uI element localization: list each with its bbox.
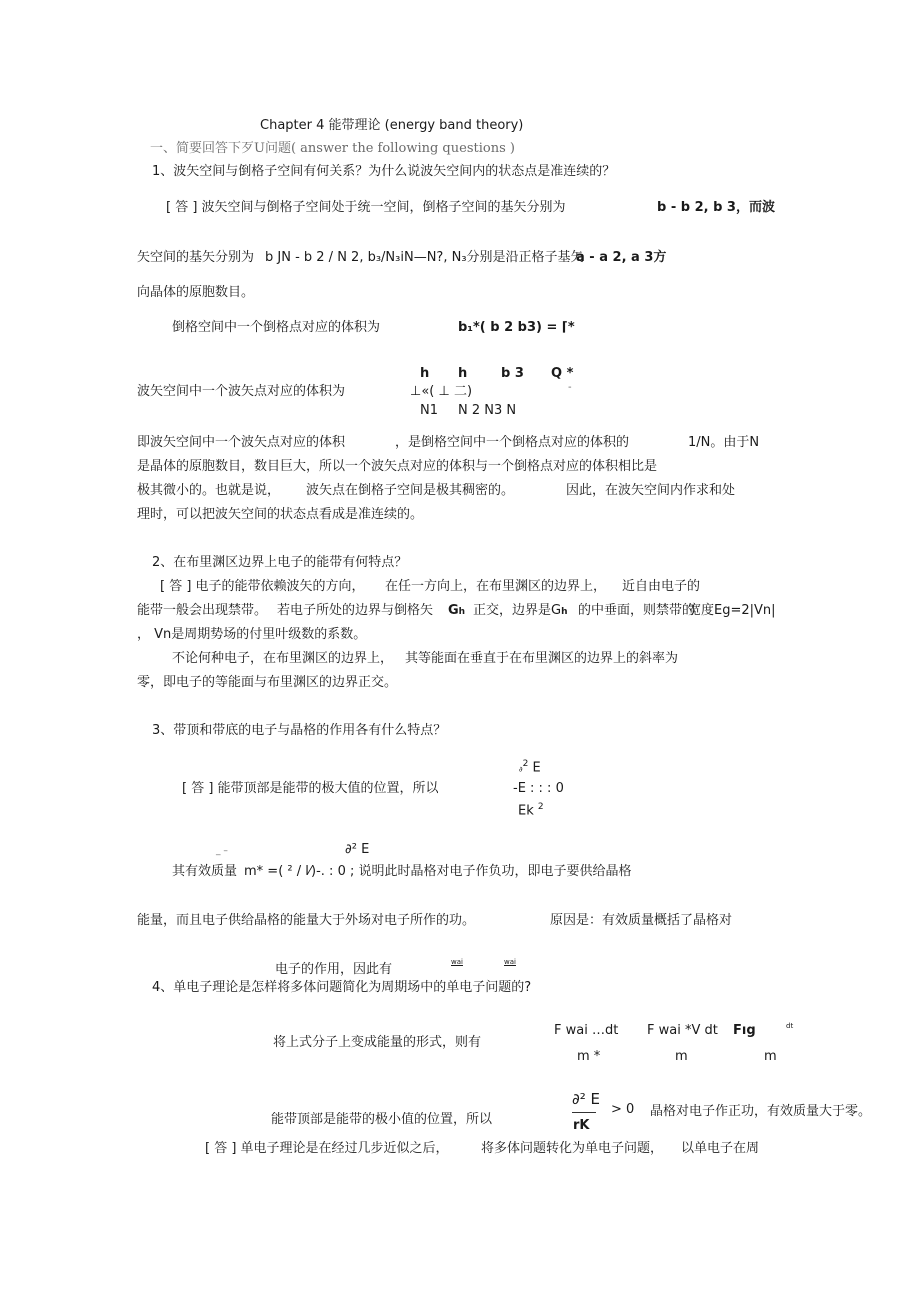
frac-den-n1: N1: [420, 403, 438, 418]
q1-formula-recip-basis: b - b 2, b 3，而波: [657, 200, 775, 215]
q3-answer-line2a: 其有效质量: [172, 864, 238, 879]
frac-num-h1: h: [420, 366, 430, 381]
q2-answer-line2e: 的中垂面，则禁带的: [578, 603, 696, 618]
q3-formula1-bot-sup: 2: [537, 802, 544, 812]
q4-formula-c-dt: dt: [786, 1022, 794, 1030]
q2-answer-line2b: 若电子所处的边界与倒格矢: [277, 603, 434, 618]
q2-answer-line4b: 其等能面在垂直于在布里渊区的边界上的斜率为: [405, 651, 679, 666]
q4-formula-b-bottom: m: [675, 1049, 688, 1064]
frac-den-n23: N 2 N3 N: [458, 403, 517, 418]
q3-formula1-bot-ek: Ek: [518, 803, 534, 819]
q2-answer-line4a: 不论何种电子，在布里渊区的边界上，: [172, 651, 394, 666]
q4-answer-a: [ 答 ] 单电子理论是在经过几步近似之后，: [205, 1141, 449, 1156]
q3-formula2-top-right: ∂² E: [345, 842, 370, 857]
q2-answer-text: 正交，边界是G: [473, 603, 562, 618]
frac-num-h2: h: [458, 366, 468, 381]
question-1: 1、波矢空间与倒格子空间有何关系？为什么说波矢空间内的状态点是准连续的？: [152, 164, 616, 179]
q1-para-line3c: 因此，在波矢空间内作求和处: [566, 483, 736, 498]
q4-formula-c-bottom: m: [764, 1049, 777, 1064]
q1-answer-line2: 矢空间的基矢分别为: [137, 250, 255, 265]
q3-answer-line3a: 能量，而且电子供给晶格的能量大于外场对电子所作的功。: [137, 913, 476, 928]
q3-partial-symbol: ∂: [519, 765, 523, 774]
q1-answer-line3: 向晶体的原胞数目。: [137, 285, 255, 300]
q3-formula1-top-sup: 2: [522, 759, 529, 769]
q1-para-line2: 是晶体的原胞数目，数目巨大，所以一个波矢点对应的体积与一个倒格点对应的体积相比是: [137, 459, 658, 474]
q1-formula-wave-basis: b JN - b 2 / N 2, b₃/N₃iN—N?, N₃分别是沿正格子基矢: [265, 250, 584, 265]
q1-para-line1a: 即波矢空间中一个波矢点对应的体积: [137, 435, 346, 450]
q4-answer-b: 将多体问题转化为单电子问题，: [481, 1141, 664, 1156]
q4-clipped-line: 能带顶部是能带的极小值的位置，所以: [271, 1112, 493, 1126]
frac-middle: ⊥«( ⊥ 二): [410, 384, 473, 399]
q4-answer-c: 以单电子在周: [681, 1141, 760, 1156]
q4-formula-a-top: F wai …dt: [554, 1023, 619, 1038]
q1-recip-volume-text: 倒格空间中一个倒格点对应的体积为: [172, 320, 381, 335]
q2-gh-1: Gh: [448, 603, 466, 618]
q1-recip-volume-formula: b₁*( b 2 b3) = ⌈*: [458, 320, 575, 335]
q4-energy-form-text: 将上式分子上变成能量的形式，则有: [273, 1035, 482, 1050]
question-4: 4、单电子理论是怎样将多体问题简化为周期场中的单电子问题的?: [152, 980, 532, 995]
frac-num-b3: b 3: [501, 366, 524, 381]
q1-para-line3b: 波矢点在倒格子空间是极其稠密的。: [306, 483, 515, 498]
q1-wave-volume-text: 波矢空间中一个波矢点对应的体积为: [137, 384, 346, 399]
q4-formula3-bottom: rK: [573, 1118, 590, 1133]
q1-para-line3a: 极其微小的。也就是说，: [137, 483, 281, 498]
q4-formula-c-top: Fıg: [733, 1023, 756, 1038]
q2-answer-line3: ， Vn是周期势场的付里叶级数的系数。: [137, 627, 367, 642]
q1-formula-real-basis: a - a 2, a 3方: [576, 250, 667, 265]
q2-answer-line1b: 在任一方向上，在布里渊区的边界上，: [385, 579, 607, 594]
q4-formula3-top: ∂² E: [572, 1090, 601, 1108]
section-heading: 一、简要回答下歹U问题( answer the following questions ): [150, 141, 515, 156]
q4-clipped-line-wrapper: [271, 1112, 521, 1126]
question-3: 3、带顶和带底的电子与晶格的作用各有什么特点？: [152, 723, 447, 738]
q2-answer-line2a: 能带一般会出现禁带。: [137, 603, 268, 618]
q4-formula3-relation: > 0: [611, 1102, 635, 1117]
question-2: 2、在布里渊区边界上电子的能带有何特点？: [152, 555, 408, 570]
q3-formula1-top-e: E: [532, 760, 541, 776]
chapter-title: Chapter 4 能带理论 (energy band theory): [260, 118, 524, 133]
q2-answer-line1c: 近自由电子的: [622, 579, 701, 594]
q3-formula1-top: [519, 759, 541, 776]
q3-formula1-mid: -E : : : 0: [513, 781, 564, 796]
frac-dash: -: [568, 382, 572, 393]
q1-answer-line1: [ 答 ] 波矢空间与倒格子空间处于统一空间，倒格子空间的基矢分别为: [166, 200, 566, 215]
q3-formula1-bottom: [518, 802, 544, 819]
q2-answer-line2f: 宽度Eg=2|Vn|: [688, 603, 776, 618]
q4-formula-b-top: F wai *V dt: [647, 1023, 718, 1038]
q3-answer-line4: 电子的作用，因此有: [275, 962, 393, 977]
q3-wai-2: wai: [504, 958, 516, 966]
q2-gh-letter: G: [448, 603, 459, 618]
q4-bottom-right-text: 晶格对电子作正功，有效质量大于零。: [650, 1104, 872, 1119]
q1-para-line4: 理时，可以把波矢空间的状态点看成是准连续的。: [137, 507, 424, 522]
q3-formula2-top-left: _ –: [216, 846, 228, 856]
q3-answer-line1: [ 答 ] 能带顶部是能带的极大值的位置，所以: [182, 781, 439, 796]
q1-para-line1b: ，是倒格空间中一个倒格点对应的体积的: [395, 435, 630, 450]
q3-answer-line2b: m* =( ² / l⁄)-. : 0 ; 说明此时晶格对电子作负功，即电子要供给晶格: [244, 864, 632, 879]
q4-formula-a-bottom: m *: [577, 1049, 601, 1064]
frac-num-q: Q *: [551, 366, 574, 381]
q1-para-line1c: 1/N。由于N: [688, 435, 760, 450]
q3-answer-line3b: 原因是：有效质量概括了晶格对: [550, 913, 733, 928]
q4-formula3-fraction-bar: [572, 1112, 596, 1113]
q3-wai-1: wai: [451, 958, 463, 966]
q2-answer-line2d: 正交，边界是Gh: [473, 603, 568, 618]
q2-answer-line1a: [ 答 ] 电子的能带依赖波矢的方向，: [160, 579, 365, 594]
q2-answer-line5: 零，即电子的等能面与布里渊区的边界正交。: [137, 675, 398, 690]
